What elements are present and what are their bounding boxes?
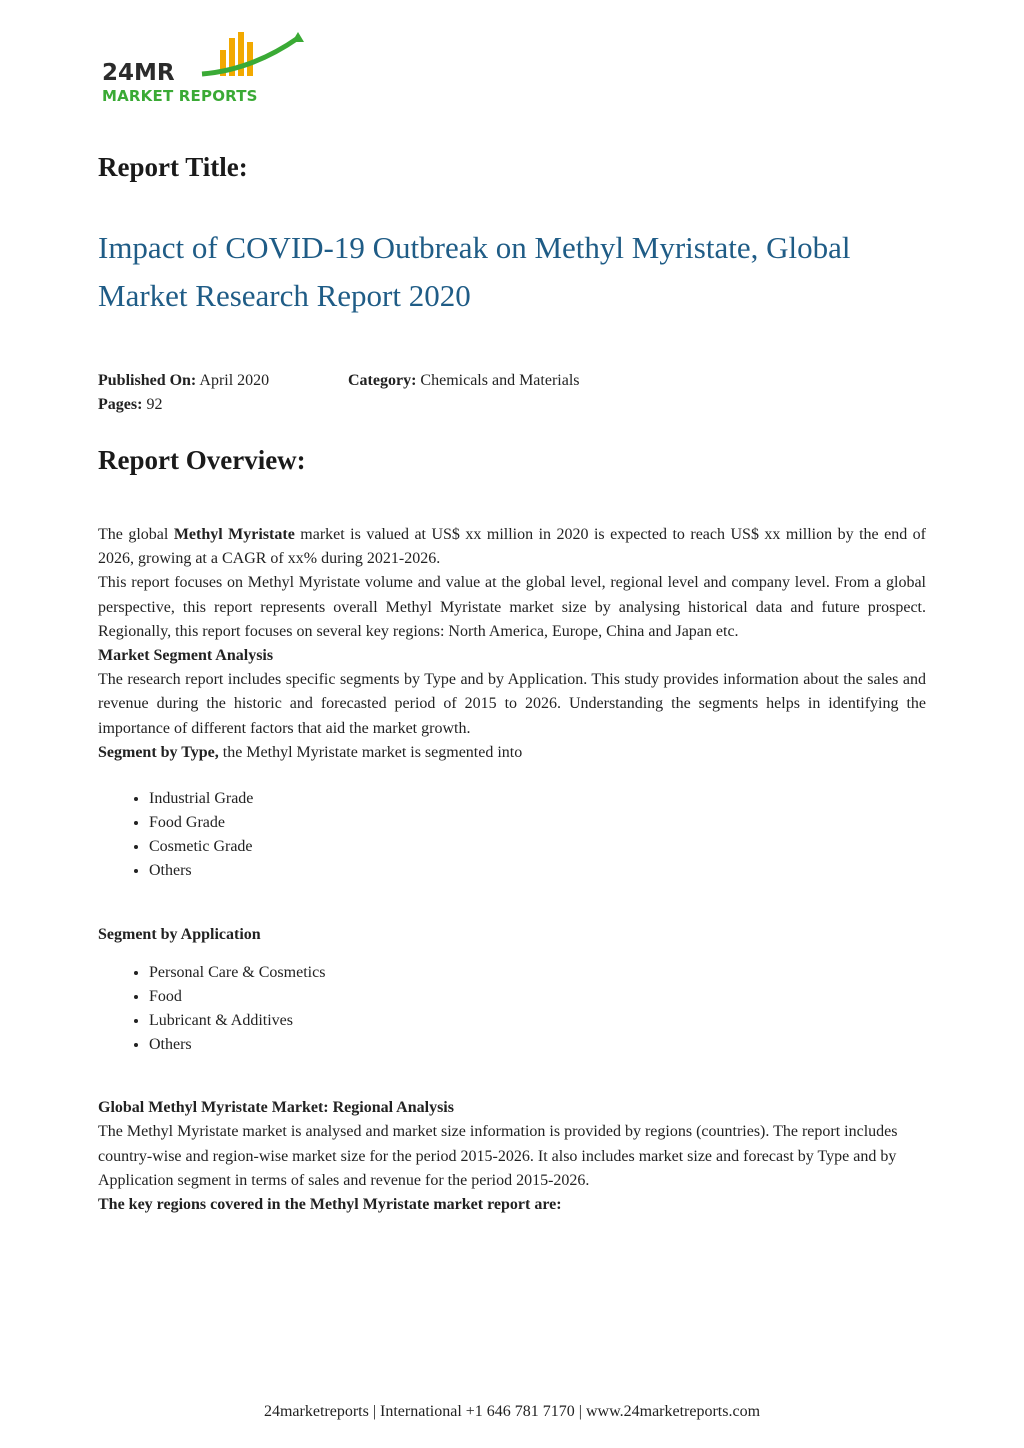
published-label: Published On:: [98, 372, 197, 389]
list-item: • Food: [149, 985, 926, 1009]
pages: [98, 396, 162, 414]
company-logo: [102, 30, 312, 108]
report-overview-body: [98, 523, 926, 1217]
p1-text-post: market is valued at US$ xx million in 2020 is expected to reach US$ xx million by the end of 2026, growing at a CAGR of xx% during 2021-2026.: [98, 526, 926, 568]
logo-text-top: 24MR: [102, 60, 175, 86]
overview-paragraph-1: [98, 523, 926, 571]
regional-analysis-heading: Global Methyl Myristate Market: Regional Analysis: [98, 1099, 454, 1117]
list-item: • Others: [149, 1033, 926, 1057]
segment-type-label: Segment by Type,: [98, 743, 219, 761]
application-list: [98, 961, 926, 1057]
logo-text-bottom: MARKET REPORTS: [102, 87, 258, 105]
list-item: • Food Grade: [149, 811, 926, 835]
category: [348, 372, 579, 390]
overview-paragraph-3: The research report includes specific segments by Type and by Application. This study provides information about the sales and revenue during the historic and forecasted period of 2015 to 2026. Understanding the segments helps in identifying the importance of different factors that aid the market growth.: [98, 671, 926, 737]
published-value: April 2020: [199, 372, 270, 389]
segment-application-heading: Segment by Application: [98, 926, 261, 944]
report-title: Impact of COVID-19 Outbreak on Methyl Myristate, Global Market Research Report 2020: [98, 230, 851, 313]
segment-analysis-heading: Market Segment Analysis: [98, 647, 274, 665]
key-regions-heading: The key regions covered in the Methyl Myristate market report are:: [98, 1196, 562, 1214]
report-overview-heading: Report Overview:: [98, 445, 306, 475]
list-item: • Others: [149, 859, 926, 883]
p1-product-name: Methyl Myristate: [173, 526, 295, 543]
page-footer: 24marketreports | International +1 646 781 7170 | www.24marketreports.com: [263, 1403, 761, 1420]
category-label: Category:: [348, 372, 417, 389]
published-on: [98, 372, 269, 390]
list-item: • Personal Care & Cosmetics: [149, 961, 926, 985]
category-value: Chemicals and Materials: [420, 372, 580, 389]
segment-type-text: the Methyl Myristate market is segmented into: [218, 743, 523, 761]
list-item: • Lubricant & Additives: [149, 1009, 926, 1033]
list-item: • Cosmetic Grade: [149, 835, 926, 859]
segment-type-intro: [98, 741, 926, 765]
overview-paragraph-4: The Methyl Myristate market is analysed and market size information is provided by regions (countries). The report includes country-wise and region-wise market size for the period 2015-2026. It also includes market size and forecast by Type and by Application segment in terms of sales and revenue for the period 2015-2026.: [98, 1123, 898, 1189]
pages-value: 92: [146, 396, 163, 413]
list-item: • Industrial Grade: [149, 787, 926, 811]
type-list: [98, 787, 926, 883]
p1-text-pre: The global: [98, 526, 174, 543]
pages-label: Pages:: [98, 396, 143, 413]
overview-paragraph-2: This report focuses on Methyl Myristate volume and value at the global level, regional level and company level. From a global perspective, this report represents overall Methyl Myristate market size by analysing historical data and future prospect. Regionally, this report focuses on several key regions: North America, Europe, China and Japan etc.: [98, 574, 926, 640]
report-title-heading: Report Title:: [98, 152, 248, 182]
